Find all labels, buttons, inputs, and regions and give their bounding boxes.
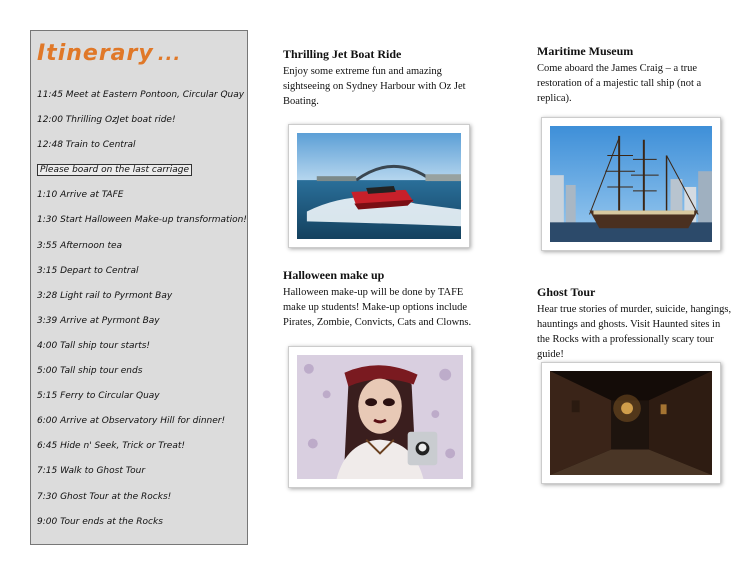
itinerary-panel [30,30,248,545]
itinerary-note-text: Please board on the last carriage [37,164,192,176]
itinerary-item: 7:30 Ghost Tour at the Rocks! [37,491,172,502]
itinerary-item: 1:30 Start Halloween Make-up transformation! [37,215,247,226]
halloween-photo [288,346,472,488]
itinerary-item: 4:00 Tall ship tour starts! [37,340,151,351]
itinerary-item: 12:00 Thrilling OzJet boat ride! [37,115,176,126]
museum-heading: Maritime Museum [537,44,634,58]
itinerary-item: 1:10 Arrive at TAFE [37,190,124,201]
itinerary-item: 6:45 Hide n' Seek, Trick or Treat! [37,441,185,452]
itinerary-title-dots: ... [157,44,182,65]
museum-photo [541,117,721,251]
jetboat-photo [288,124,470,248]
itinerary-item: 3:15 Depart to Central [37,265,139,276]
itinerary-item: 6:00 Arrive at Observatory Hill for dinner! [37,416,226,427]
itinerary-list [37,88,245,540]
jetboat-heading: Thrilling Jet Boat Ride [283,47,402,61]
museum-text: Come aboard the James Craig – a true restoration of a majestic tall ship (not a replica). [537,63,702,104]
itinerary-item: 11:45 Meet at Eastern Pontoon, Circular Quay [37,90,245,100]
museum-image [550,126,712,242]
halloween-text: Halloween make-up will be done by TAFE make up students! Make-up options include Pirates, Zombie, Convicts, Cats and Clowns. [283,287,472,328]
itinerary-item: 9:00 Tour ends at the Rocks [37,516,163,527]
halloween-heading: Halloween make up [283,268,385,282]
ghost-card [537,285,732,362]
itinerary-item: 3:39 Arrive at Pyrmont Bay [37,315,160,326]
jetboat-card [283,47,473,109]
itinerary-item: 3:55 Afternoon tea [37,240,123,251]
jetboat-image [297,133,461,239]
jetboat-text: Enjoy some extreme fun and amazing sightseeing on Sydney Harbour with Oz Jet Boating. [283,66,466,107]
itinerary-item: 7:15 Walk to Ghost Tour [37,466,146,477]
halloween-card [283,268,473,330]
itinerary-item: 12:48 Train to Central [37,140,136,151]
itinerary-item: 5:00 Tall ship tour ends [37,366,143,377]
museum-card [537,44,727,106]
itinerary-title-text: Itinerary [37,41,154,66]
itinerary-item: 5:15 Ferry to Circular Quay [37,391,160,402]
itinerary-title [37,41,181,66]
ghost-heading: Ghost Tour [537,285,596,299]
ghost-text: Hear true stories of murder, suicide, hangings, hauntings and ghosts. Visit Haunted sites in the Rocks with a professionally scary tour guide! [537,304,732,360]
ghost-image [550,371,712,475]
itinerary-note [37,163,245,188]
halloween-image [297,355,463,479]
ghost-photo [541,362,721,484]
itinerary-item: 3:28 Light rail to Pyrmont Bay [37,290,173,301]
